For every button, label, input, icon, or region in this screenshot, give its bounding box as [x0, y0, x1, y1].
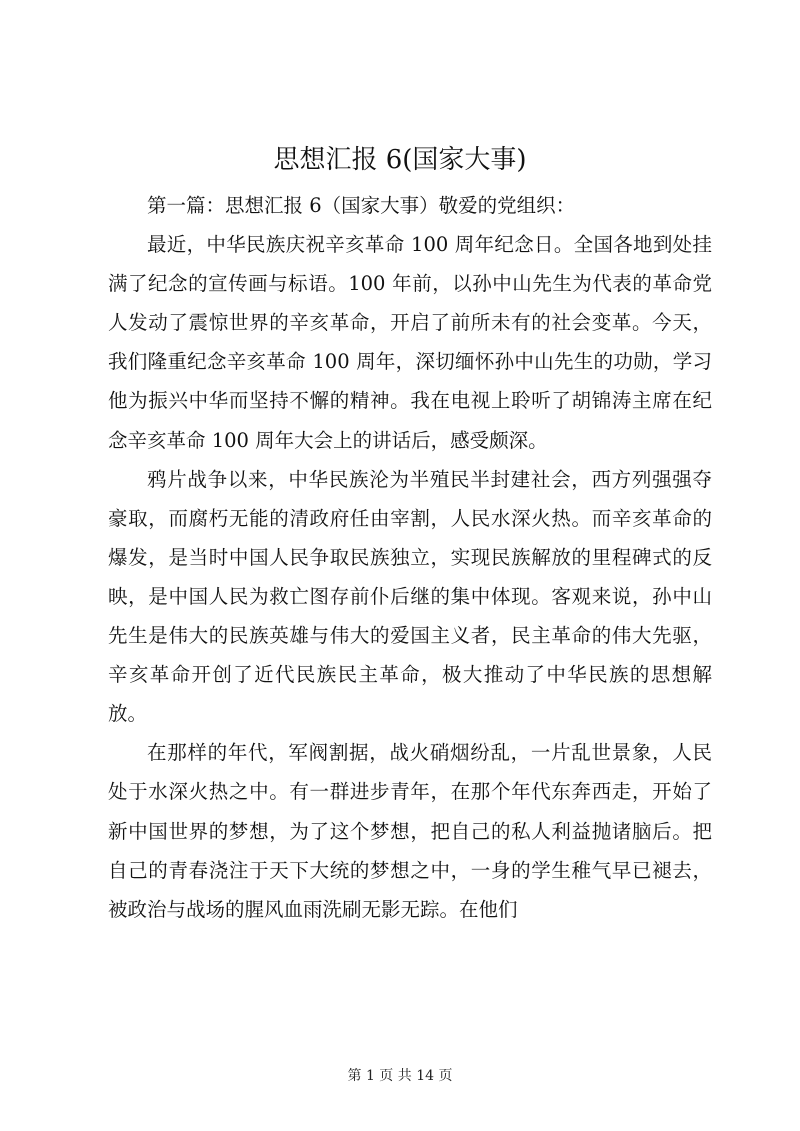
document-title: 思想汇报 6(国家大事)	[273, 145, 527, 175]
paragraph-heading: 第一篇：思想汇报 6（国家大事）敬爱的党组织：	[147, 194, 576, 217]
paragraph: 在那样的年代，军阀割据，战火硝烟纷乱，一片乱世景象，人民处于水深火热之中。有一群进步青年，在那个年代东奔西走，开始了新中国世界的梦想，为了这个梦想，把自己的私人利益抛诸脑后。把自己的青春浇注于天下大统的梦想之中，一身的学生稚气早已褪去，被政治与战场的腥风血雨洗刷无影无踪。在他们	[108, 741, 712, 921]
paragraph: 最近，中华民族庆祝辛亥革命 100 周年纪念日。全国各地到处挂满了纪念的宣传画与标语。100 年前，以孙中山先生为代表的革命党人发动了震惊世界的辛亥革命，开启了前所未有的社会变革。今天，我们隆重纪念辛亥革命 100 周年，深切缅怀孙中山先生的功勋，学习他为振兴中华而坚持不懈的精神。我在电视上聆听了胡锦涛主席在纪念辛亥革命 100 周年大会上的讲话后，感受颇深。	[108, 233, 712, 452]
page-footer: 第 1 页 共 14 页	[347, 1068, 453, 1084]
paragraph: 鸦片战争以来，中华民族沦为半殖民半封建社会，西方列强强夺豪取，而腐朽无能的清政府任由宰割，人民水深火热。而辛亥革命的爆发，是当时中国人民争取民族独立，实现民族解放的里程碑式的反映，是中国人民为救亡图存前仆后继的集中体现。客观来说，孙中山先生是伟大的民族英雄与伟大的爱国主义者，民主革命的伟大先驱，辛亥革命开创了近代民族民主革命，极大推动了中华民族的思想解放。	[108, 467, 712, 726]
document-body	[108, 186, 712, 929]
